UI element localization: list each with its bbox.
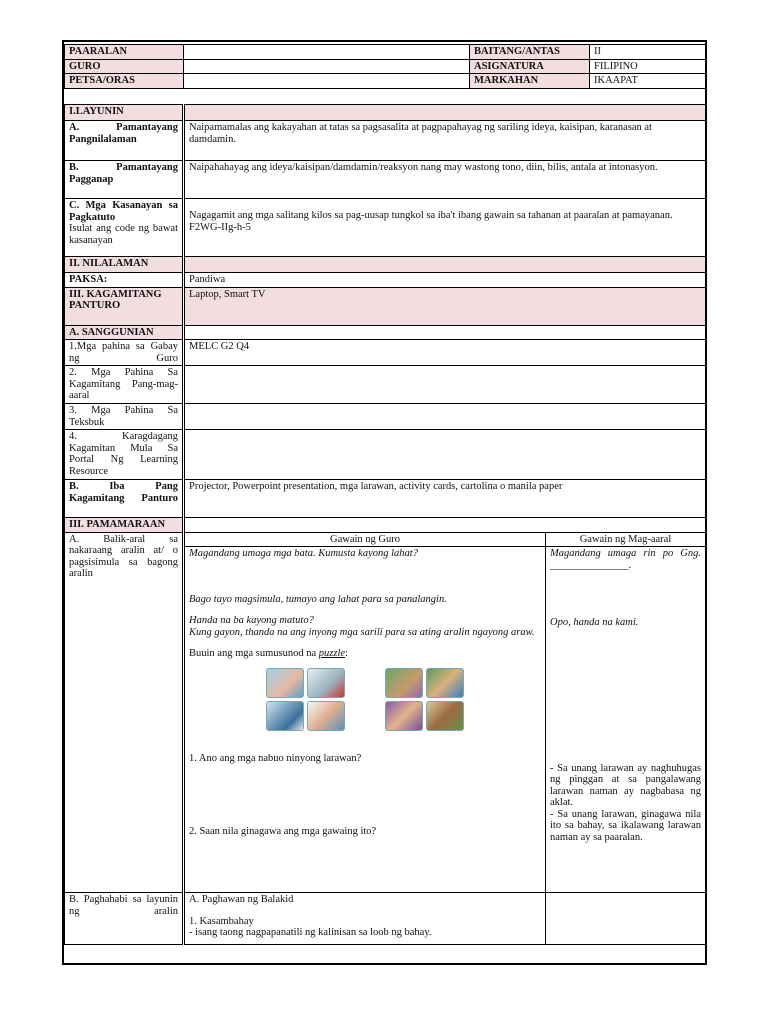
paaralan-value [184,45,470,60]
kagamitan-value: Laptop, Smart TV [184,287,706,325]
puzzle-images [189,668,541,731]
paksa-value: Pandiwa [184,273,706,288]
gawain-guro-header: Gawain ng Guro [184,532,546,547]
kasanayan-cell [65,199,184,257]
guro-prayer: Bago tayo magsimula, tumayo ang lahat para sa panalangin. [189,593,447,605]
puzzle-reading-image [385,668,464,731]
iba-pang-kagamitan-label: B. Iba Pang Kagamitang Panturo [65,480,184,518]
baitang-value: II [590,45,706,60]
main-table [64,104,706,945]
puzzle-colon: : [345,648,348,659]
sanggunian-heading-fill [184,325,706,340]
mag-aaral-answer-2: - Sa unang larawan, ginagawa nila ito sa bahay, sa ikalawang larawan naman ay sa paaralan. [550,808,701,843]
guro-question-1: 1. Ano ang mga nabuo ninyong larawan? [189,752,362,764]
nilalaman-heading-fill [184,257,706,273]
kasambahay-definition: - isang taong nagpapanatili ng kalinisan sa loob ng bahay. [189,927,432,938]
portal-label: 4. Karagdagang Kagamitan Mula Sa Portal Ng Learning Resource [65,430,184,480]
guro-prepare: Kung gayon, thanda na ang inyong mga sarili para sa ating aralin ngayong araw. [189,626,535,638]
mag-aaral-answer-1: - Sa unang larawan ay naghuhugas ng pinggan at sa pangalawang larawan naman ay nagbabasa ng aklat. [550,762,701,808]
guro-ready: Handa na ba kayong matuto? [189,615,314,626]
paghahabi-guro [184,893,546,945]
petsa-label: PETSA/ORAS [65,74,184,89]
pamantayang-pagganap-label: B. Pamantayang Pagganap [65,161,184,199]
layunin-heading: I.LAYUNIN [65,105,184,121]
paghahabi-mag-aaral [546,893,706,945]
asignatura-value: FILIPINO [590,59,706,74]
guro-activities [184,547,546,893]
pamantayang-pangnilalaman-label: A. Pamantayang Pangnilalaman [65,121,184,161]
guro-question-2: 2. Saan nila ginagawa ang mga gawaing ito? [189,826,377,837]
kagamitang-pang-mag-aaral-value [184,366,706,404]
lesson-plan-page [62,40,707,965]
pamantayang-pagganap-text: Naipahahayag ang ideya/kaisipan/damdamin/reaksyon nang may wastong tono, diin, bilis, antala at intonasyon. [184,161,706,199]
kasanayan-code: F2WG-IIg-h-5 [189,221,251,233]
asignatura-label: ASIGNATURA [470,59,590,74]
mag-aaral-activities [546,547,706,893]
baitang-label: BAITANG/ANTAS [470,45,590,60]
layunin-heading-fill [184,105,706,121]
paksa-label: PAKSA: [65,273,184,288]
gawain-mag-aaral-header: Gawain ng Mag-aaral [546,532,706,547]
teksbuk-label: 3. Mga Pahina Sa Teksbuk [65,404,184,430]
kasambahay-term: 1. Kasambahay [189,915,254,927]
guro-puzzle-instruction [189,648,541,660]
puzzle-instruction-text: Buuin ang mga sumusunod na [189,648,317,659]
puzzle-dishwashing-image [266,668,345,731]
guro-label: GURO [65,59,184,74]
paghahabi-label: B. Paghahabi sa layunin ng aralin [65,893,184,945]
kagamitan-label: III. KAGAMITANG PANTURO [65,287,184,325]
kasanayan-sub: Isulat ang code ng bawat kasanayan [69,223,178,246]
iba-pang-kagamitan-value: Projector, Powerpoint presentation, mga larawan, activity cards, cartolina o manila paper [184,480,706,518]
kagamitang-pang-mag-aaral-label: 2. Mga Pahina Sa Kagamitang Pang-mag-aaral [65,366,184,404]
petsa-value [184,74,470,89]
teksbuk-value [184,404,706,430]
pamamaraan-heading-fill [184,518,706,533]
guro-greeting: Magandang umaga mga bata. Kumusta kayong lahat? [189,548,418,559]
pamantayang-pangnilalaman-text: Naipamamalas ang kakayahan at tatas sa pagsasalita at pagpapahayag ng sariling ideya, kaisipan, karanasan at damdamin. [184,121,706,161]
sanggunian-heading: A. SANGGUNIAN [65,325,184,340]
mag-aaral-greeting: Magandang umaga rin po Gng. _______________. [550,548,701,571]
puzzle-word: puzzle [318,648,346,659]
kasanayan-text-cell [184,199,706,257]
kasanayan-text: Nagagamit ang mga salitang kilos sa pag-uusap tungkol sa iba't ibang gawain sa tahanan at paaralan at pamayanan. [189,210,673,221]
header-table [64,44,706,89]
paghawan-heading: A. Paghawan ng Balakid [189,894,294,905]
balik-aral-label: A. Balik-aral sa nakaraang aralin at/ o pagsisimula sa bagong aralin [65,532,184,893]
nilalaman-heading: II. NILALAMAN [65,257,184,273]
portal-value [184,430,706,480]
markahan-value: IKAAPAT [590,74,706,89]
paaralan-label: PAARALAN [65,45,184,60]
gabay-guro-label: 1.Mga pahina sa Gabay ng Guro [65,340,184,366]
markahan-label: MARKAHAN [470,74,590,89]
guro-value [184,59,470,74]
mag-aaral-ready: Opo, handa na kami. [550,617,639,628]
kasanayan-label: C. Mga Kasanayan sa Pagkatuto [69,200,178,223]
gabay-guro-value: MELC G2 Q4 [184,340,706,366]
pamamaraan-heading: III. PAMAMARAAN [65,518,184,533]
